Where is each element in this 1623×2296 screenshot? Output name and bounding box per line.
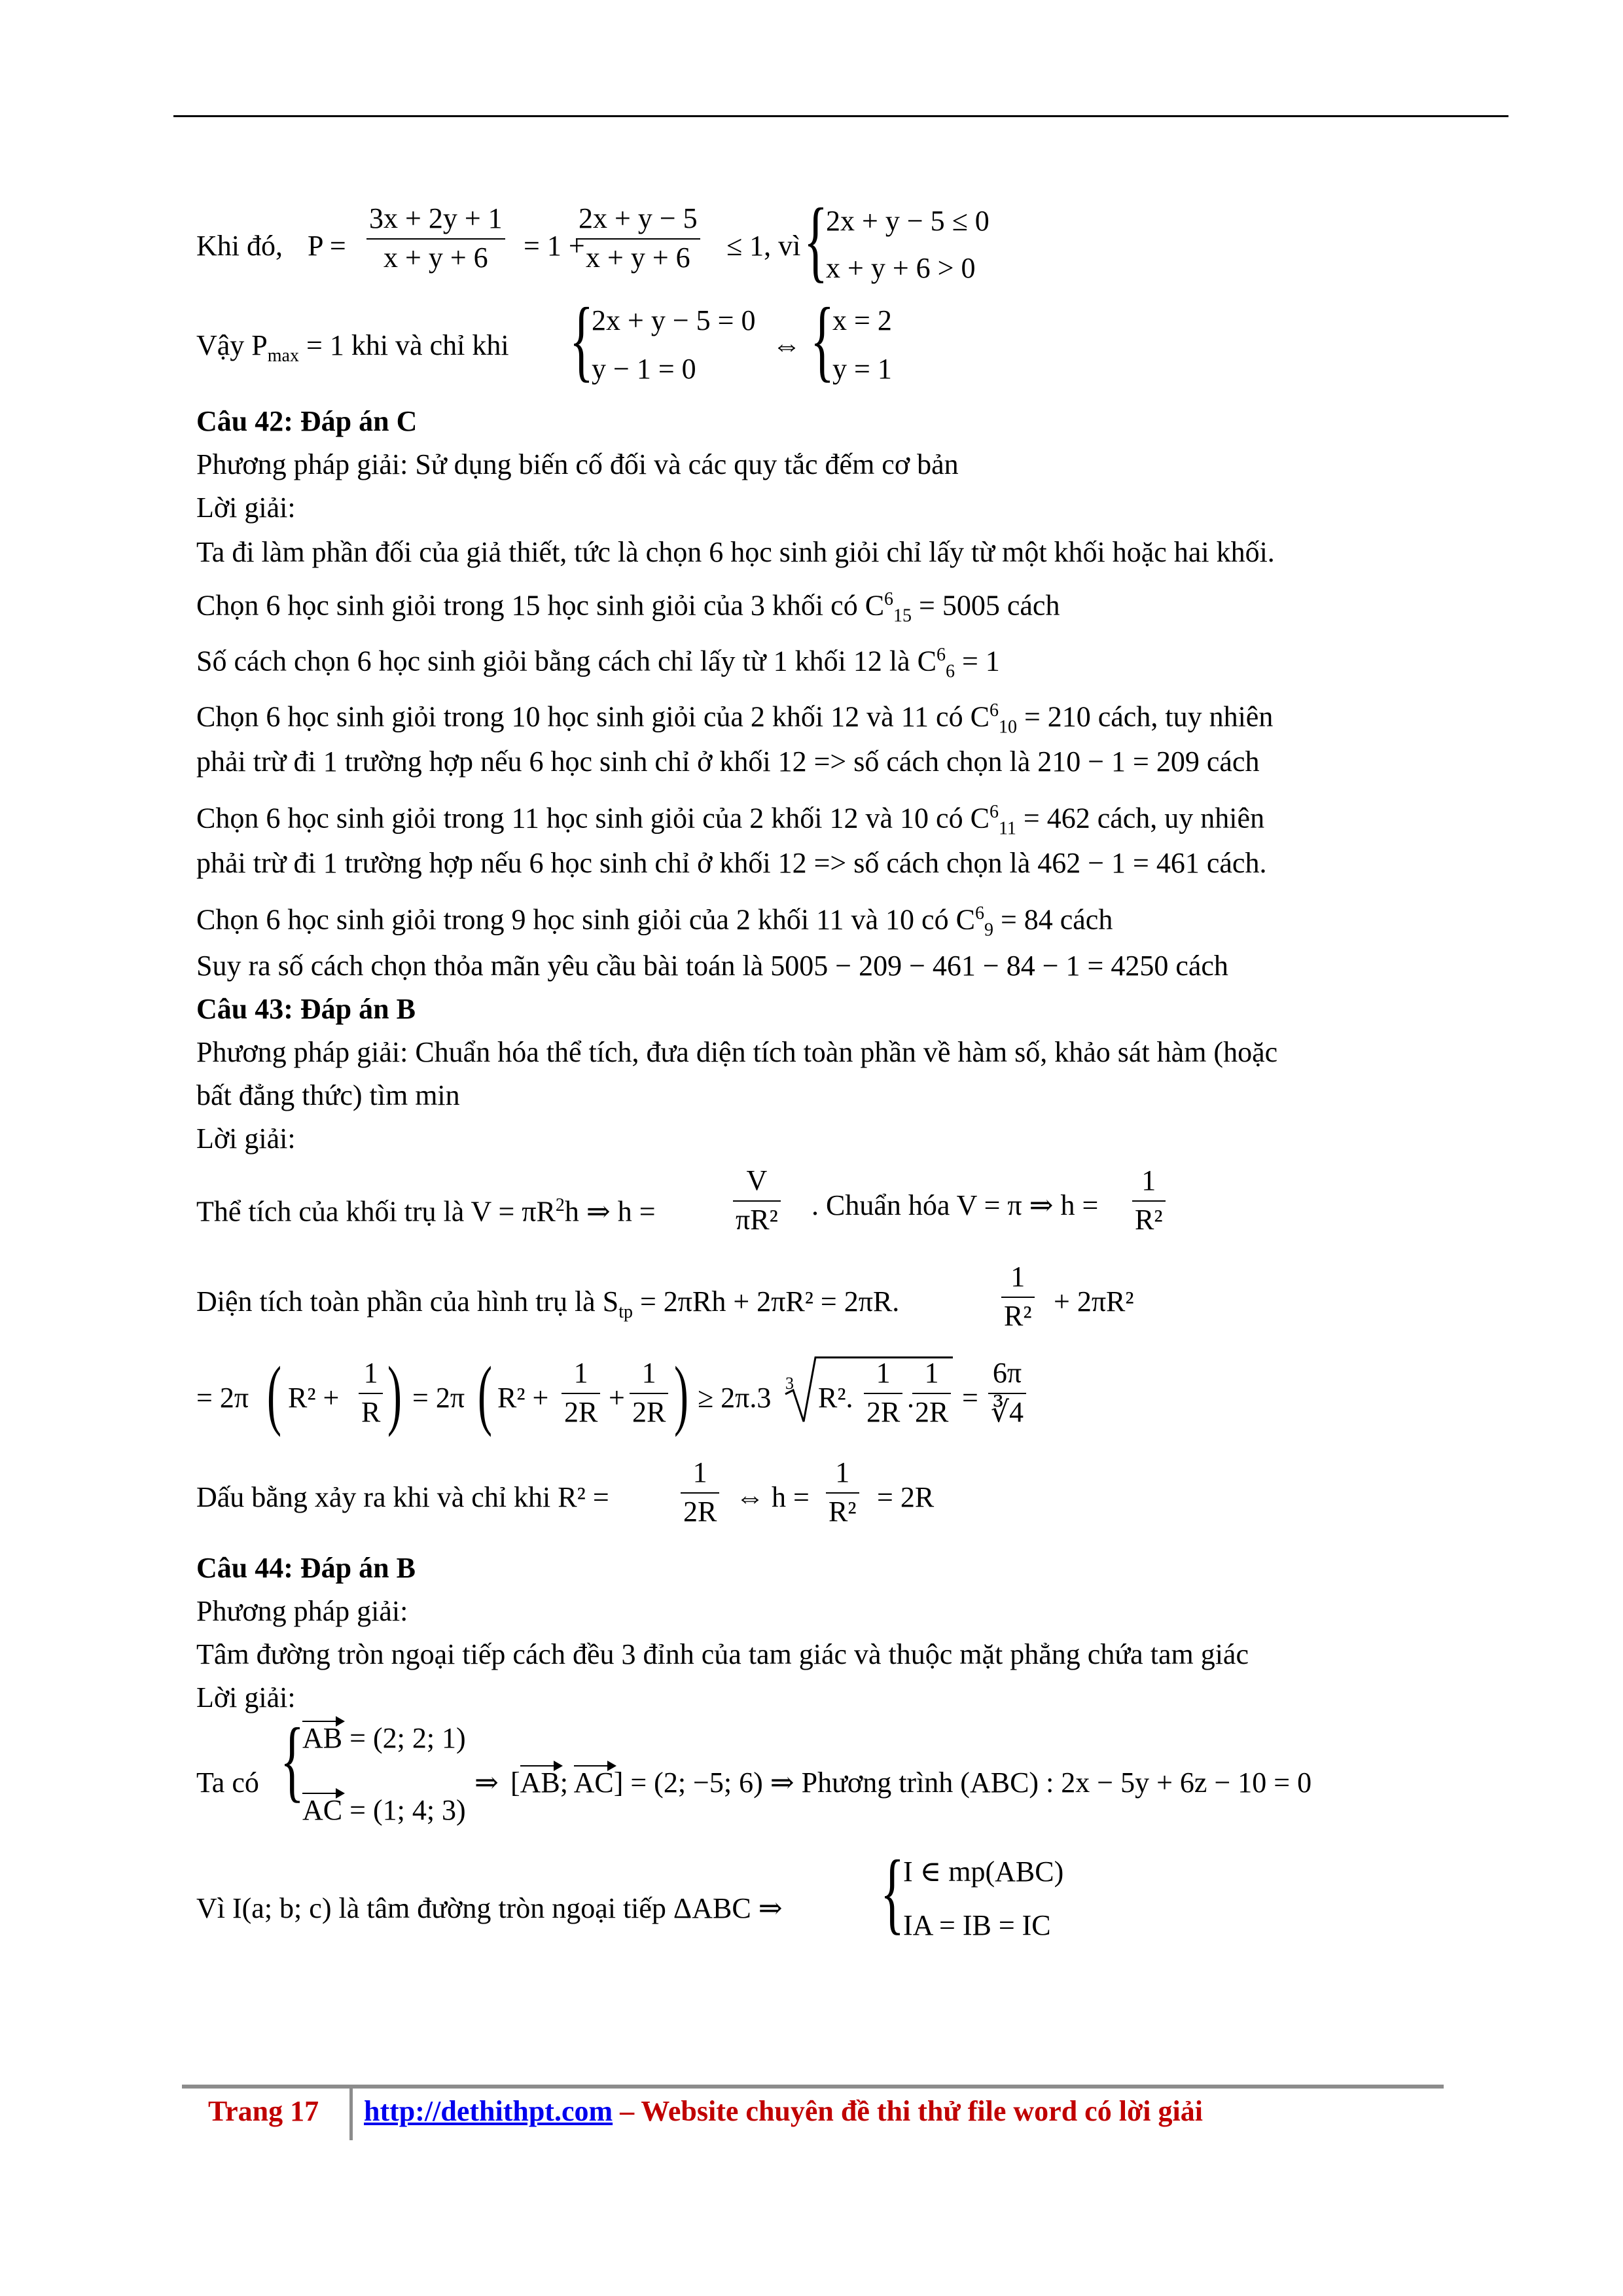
fraction-2-den: x + y + 6: [586, 242, 690, 274]
rad-dot: .: [907, 1382, 914, 1414]
fraction-1r-den: R: [361, 1396, 381, 1428]
q42-l8-sup: 6: [974, 903, 984, 924]
center-sys-line2: IA = IB = IC: [903, 1909, 1051, 1941]
fraction-1-2r-b: [630, 1356, 668, 1429]
q43-method-2: bất đẳng thức) tìm min: [196, 1079, 460, 1111]
brace-sys3: {: [810, 289, 834, 391]
ineq-ge: ≥ 2π.3: [698, 1382, 772, 1414]
footer-page-number: Trang 17: [208, 2095, 319, 2127]
fraction-1-r2-b: [826, 1456, 859, 1529]
footer-rule: [182, 2085, 1444, 2089]
q43-tp-sub: tp: [618, 1301, 633, 1322]
vector-ab-value: = (2; 2; 1): [342, 1722, 466, 1754]
q42-l2-sup: 6: [884, 589, 894, 609]
q42-line2: [196, 583, 1060, 633]
cross-sep: ;: [560, 1767, 574, 1799]
fraction-rad-a-den: 2R: [866, 1396, 901, 1428]
q42-l6-end: = 462 cách, uy nhiên: [1016, 802, 1265, 834]
paren-open-2: (: [478, 1350, 492, 1437]
khi-do-label: Khi đó,: [196, 230, 283, 262]
brace-vectors: {: [280, 1710, 304, 1811]
paren-open-1: (: [267, 1350, 281, 1437]
sys1-line1: 2x + y − 5 ≤ 0: [826, 205, 990, 237]
center-sys-line1: I ∈ mp(ABC): [903, 1856, 1064, 1888]
q44-ta-co: Ta có: [196, 1767, 259, 1799]
footer-text: [364, 2094, 1203, 2128]
q42-line4: [196, 694, 1273, 744]
q42-line5: phải trừ đi 1 trường hợp nếu 6 học sinh chỉ ở khối 12 => số cách chọn là 210 − 1 = 209 cách: [196, 745, 1260, 778]
eq-one-plus: = 1 +: [524, 230, 585, 262]
fraction-1-2r-c: [681, 1456, 719, 1529]
q42-l4-text: Chọn 6 học sinh giỏi trong 10 học sinh giỏi của 2 khối 12 và 11 có C: [196, 700, 990, 733]
vay-label: Vậy P: [196, 329, 268, 361]
q43-dien-tich: [196, 1285, 899, 1329]
sys3-line1: x = 2: [832, 304, 892, 336]
footer-link[interactable]: http://dethithpt.com: [364, 2095, 613, 2127]
sys2-line1: 2x + y − 5 = 0: [592, 304, 756, 336]
ineq-eq-e: =: [962, 1382, 978, 1414]
vector-ab-line: [302, 1721, 466, 1755]
q44-loigiai: Lời giải:: [196, 1681, 296, 1713]
fraction-1-2r-a-den: 2R: [564, 1396, 598, 1428]
q44-line1: Tâm đường tròn ngoại tiếp cách đều 3 đỉnh của tam giác và thuộc mặt phẳng chứa tam giác: [196, 1638, 1249, 1670]
fraction-1r-num: 1: [359, 1356, 383, 1394]
fraction-1-2r-c-den: 2R: [683, 1496, 717, 1528]
implies-1: ⇒: [474, 1767, 499, 1799]
q42-l4-sub: 10: [998, 717, 1017, 738]
header-rule: [173, 115, 1508, 117]
vay-pmax: [196, 329, 509, 373]
q43-dau-bang: Dấu bằng xảy ra khi và chỉ khi R² =: [196, 1481, 609, 1513]
vector-ac-line: [302, 1793, 466, 1827]
fraction-v-pir2: [733, 1164, 781, 1237]
q43-method-1: Phương pháp giải: Chuẩn hóa thể tích, đưa diện tích toàn phần về hàm số, khảo sát hàm (hoặc: [196, 1036, 1278, 1068]
ineq-eq-a: = 2π: [196, 1382, 249, 1414]
fraction-2-num: 2x + y − 5: [576, 202, 700, 240]
fraction-1-2r-a: [562, 1356, 600, 1429]
q43-eq-2r: = 2R: [877, 1481, 935, 1513]
q42-loigiai: Lời giải:: [196, 492, 296, 524]
paren-close-2: ): [674, 1350, 688, 1437]
fraction-1-r2-b-den: R²: [829, 1496, 857, 1528]
fraction-6pi-num: 6π: [988, 1356, 1026, 1394]
fraction-dt: [1001, 1260, 1035, 1333]
q42-method: Phương pháp giải: Sử dụng biến cố đối và các quy tắc đếm cơ bản: [196, 448, 959, 480]
q43-dt-text: Diện tích toàn phần của hình trụ là S: [196, 1285, 619, 1318]
fraction-1-2r-b-num: 1: [630, 1356, 668, 1394]
fraction-rad-a-num: 1: [864, 1356, 902, 1394]
q42-line7: phải trừ đi 1 trường hợp nếu 6 học sinh chỉ ở khối 12 => số cách chọn là 462 − 1 = 461 cách.: [196, 847, 1267, 879]
q42-l3-end: = 1: [954, 645, 1000, 677]
brace-center: {: [880, 1842, 904, 1943]
q42-l2-text: Chọn 6 học sinh giỏi trong 15 học sinh giỏi của 3 khối có C: [196, 589, 885, 622]
q43-tt-mid: h ⇒ h =: [564, 1195, 656, 1228]
q42-l3-text: Số cách chọn 6 học sinh giỏi bằng cách chỉ lấy từ 1 khối 12 là C: [196, 645, 936, 677]
q43-title: Câu 43: Đáp án B: [196, 993, 416, 1025]
q43-dt-mid: = 2πRh + 2πR² = 2πR.: [632, 1285, 900, 1318]
footer-tagline: – Website chuyên đề thi thử file word có lời giải: [613, 2095, 1203, 2127]
q42-title: Câu 42: Đáp án C: [196, 405, 418, 437]
fraction-1-r2: [1132, 1164, 1166, 1237]
q43-the-tich: [196, 1189, 656, 1229]
cross-product: [AB; AC] = (2; −5; 6) ⇒ Phương trình (ABC) : 2x − 5y + 6z − 10 = 0: [510, 1767, 1312, 1799]
q42-l8-text: Chọn 6 học sinh giỏi trong 9 học sinh giỏi của 2 khối 11 và 10 có C: [196, 903, 975, 936]
sys1-line2: x + y + 6 > 0: [826, 252, 976, 284]
q44-title: Câu 44: Đáp án B: [196, 1552, 416, 1584]
q42-l2-sub: 15: [893, 605, 912, 626]
fraction-1r2-num: 1: [1132, 1164, 1166, 1202]
q43-chuan-hoa: . Chuẩn hóa V = π ⇒ h =: [812, 1189, 1099, 1221]
q43-iff-h: ⇔ h =: [736, 1481, 810, 1513]
q42-l3-sup: 6: [936, 645, 946, 665]
fraction-dt-den: R²: [1004, 1300, 1032, 1332]
paren-close-1: ): [387, 1350, 402, 1437]
q42-line3: [196, 638, 1000, 689]
fraction-1-r2-b-num: 1: [826, 1456, 859, 1494]
fraction-2: [576, 202, 700, 275]
iff-symbol: ⇔: [772, 329, 801, 361]
p-equals: P =: [308, 230, 346, 262]
fraction-1: [366, 202, 505, 275]
max-subscript: max: [267, 345, 299, 366]
vector-ab: AB: [302, 1722, 343, 1754]
q42-l4-sup: 6: [989, 700, 999, 721]
q42-l6-text: Chọn 6 học sinh giỏi trong 11 học sinh giỏi của 2 khối 12 và 10 có C: [196, 802, 990, 834]
q42-l6-sup: 6: [989, 802, 999, 822]
q42-l8-sub: 9: [984, 920, 993, 941]
ineq-eq-c: = 2π: [412, 1382, 465, 1414]
cube-root-index: 3: [785, 1374, 794, 1393]
q44-vi-line: Vì I(a; b; c) là tâm đường tròn ngoại tiếp ΔABC ⇒: [196, 1892, 783, 1924]
fraction-dt-num: 1: [1001, 1260, 1035, 1298]
q42-line8: [196, 897, 1113, 947]
q43-loigiai: Lời giải:: [196, 1122, 296, 1155]
ineq-r2-b: R² +: [497, 1382, 549, 1414]
fraction-1-num: 3x + 2y + 1: [366, 202, 505, 240]
q44-method: Phương pháp giải:: [196, 1595, 408, 1627]
q42-l2-end: = 5005 cách: [912, 589, 1060, 622]
vector-ac: AC: [302, 1794, 343, 1826]
q42-l4-end: = 210 cách, tuy nhiên: [1016, 700, 1274, 733]
fraction-6pi: [988, 1356, 1026, 1429]
fraction-v-num: V: [733, 1164, 781, 1202]
fraction-1-2r-b-den: 2R: [632, 1396, 666, 1428]
fraction-1r2-den: R²: [1135, 1204, 1163, 1236]
plane-equation: = (2; −5; 6) ⇒ Phương trình (ABC) : 2x − 5y + 6z − 10 = 0: [623, 1767, 1312, 1799]
q42-line6: [196, 795, 1264, 846]
q42-l8-end: = 84 cách: [993, 903, 1113, 936]
fraction-1-2r-c-num: 1: [681, 1456, 719, 1494]
fraction-1-den: x + y + 6: [383, 242, 488, 274]
q42-l6-sub: 11: [998, 818, 1016, 839]
fraction-1-2r-a-num: 1: [562, 1356, 600, 1394]
q42-l3-sub: 6: [945, 661, 955, 682]
sys3-line2: y = 1: [832, 353, 892, 385]
fraction-v-den: πR²: [736, 1204, 778, 1236]
fraction-rad-b-den: 2R: [915, 1396, 949, 1428]
vay-rest: = 1 khi và chỉ khi: [299, 329, 509, 361]
rad-r2: R².: [818, 1382, 853, 1414]
fraction-rad-b: [912, 1356, 951, 1429]
q43-tt-text: Thể tích của khối trụ là V = πR: [196, 1195, 556, 1228]
q43-tt-sup: 2: [555, 1195, 565, 1215]
ineq-r2-a: R² +: [288, 1382, 340, 1414]
fraction-rad-b-num: 1: [912, 1356, 951, 1394]
brace-sys1: {: [804, 190, 828, 291]
cross-ab: AB: [520, 1767, 560, 1799]
fraction-1-r: [359, 1356, 383, 1429]
q42-line1: Ta đi làm phần đối của giả thiết, tức là chọn 6 học sinh giỏi chỉ lấy từ một khối hoặc hai khối.: [196, 536, 1275, 568]
ineq-plus: +: [609, 1382, 625, 1414]
q43-dt-end: + 2πR²: [1054, 1285, 1134, 1318]
footer-divider: [349, 2088, 353, 2140]
le-one-vi: ≤ 1, vì: [726, 230, 801, 262]
vector-ac-value: = (1; 4; 3): [342, 1794, 466, 1826]
sys2-line2: y − 1 = 0: [592, 353, 696, 385]
brace-sys2: {: [569, 289, 594, 391]
q42-line9: Suy ra số cách chọn thỏa mãn yêu cầu bài toán là 5005 − 209 − 461 − 84 − 1 = 4250 cách: [196, 950, 1228, 982]
cross-ac: AC: [573, 1767, 614, 1799]
fraction-rad-a: [864, 1356, 902, 1429]
fraction-6pi-den: ∛4: [991, 1396, 1024, 1428]
